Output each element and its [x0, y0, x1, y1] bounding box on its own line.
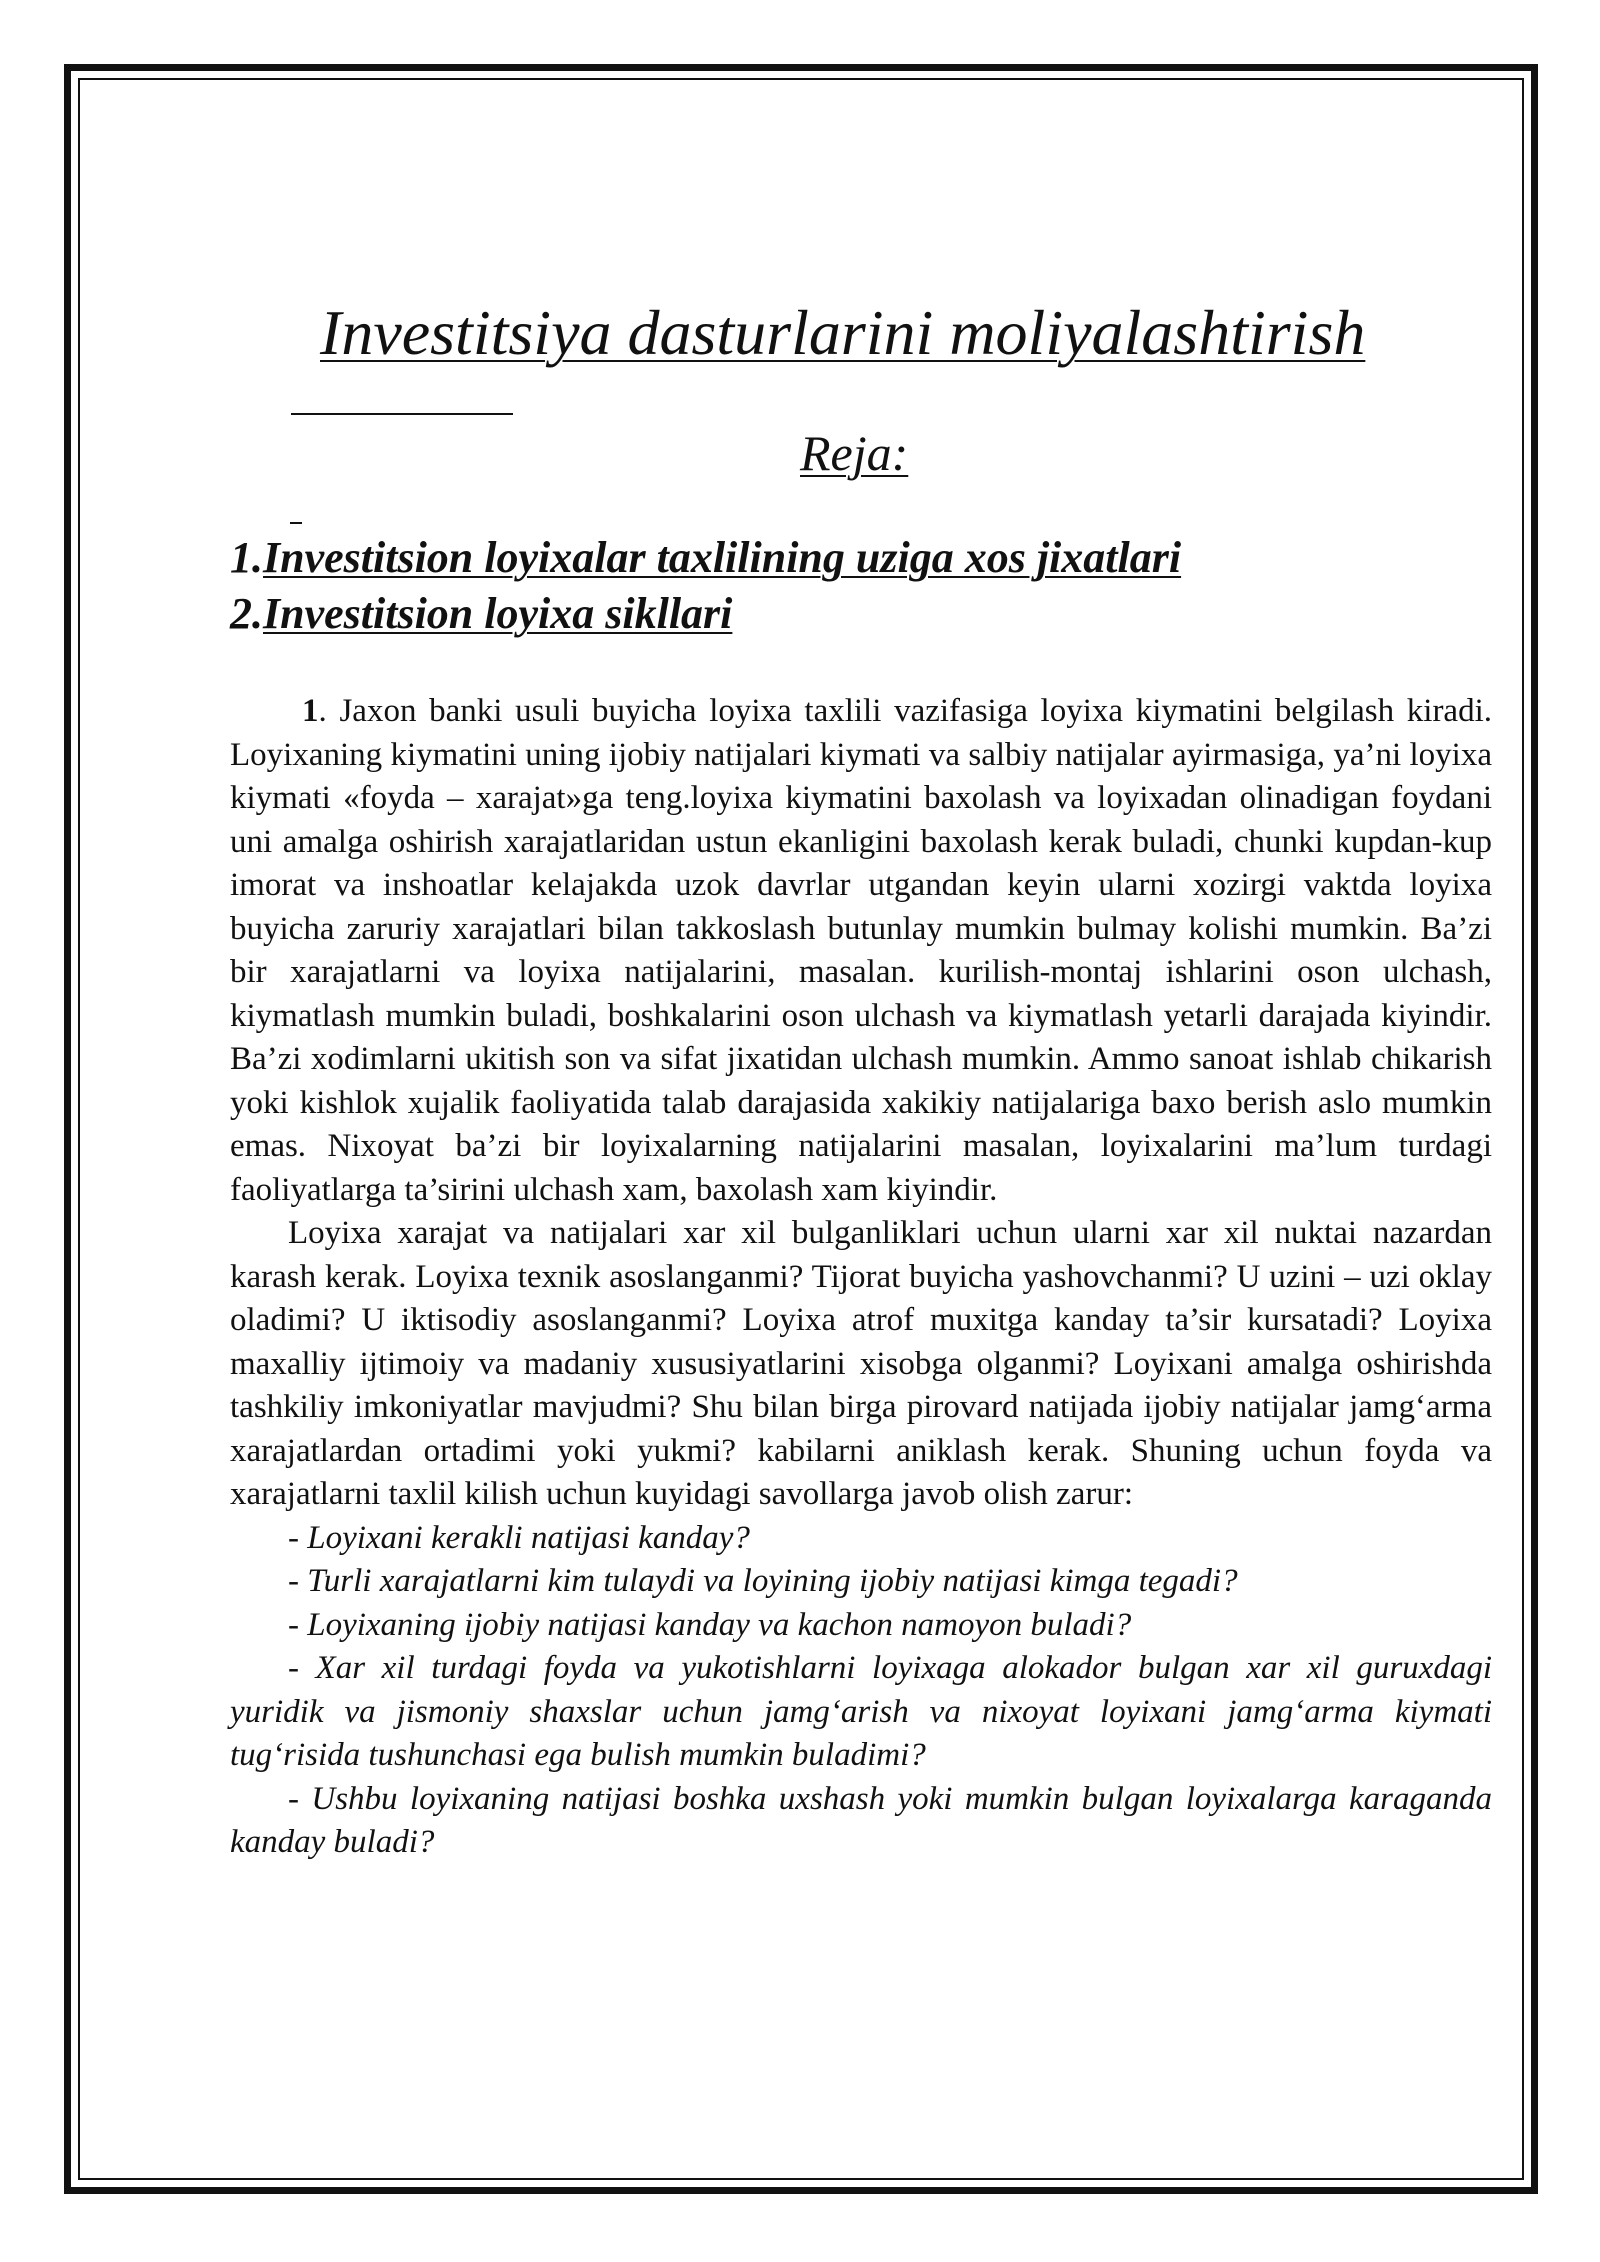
document-title: Investitsiya dasturlarini moliyalashtirish — [320, 297, 1366, 368]
paragraph-number: 1 — [302, 693, 319, 729]
title-rule — [291, 413, 513, 415]
question-item: - Xar xil turdagi foyda va yukotishlarni loyixaga alokador bulgan xar xil guruxdagi yuridik va jismoniy shaxslar uchun jamg‘arish va nixoyat loyixani jamg‘arma kiymati tug‘risida tushunchasi ega bulish mumkin buladimi? — [230, 1650, 1492, 1773]
plan-heading: Reja: — [800, 425, 909, 481]
question-item: - Loyixaning ijobiy natijasi kanday va kachon namoyon buladi? — [288, 1606, 1132, 1643]
plan-item-number: 2. — [230, 589, 263, 638]
plan-item — [230, 530, 1181, 586]
paragraph-2: Loyixa xarajat va natijalari xar xil bulganliklari uchun ularni xar xil nuktai nazardan karash kerak. Loyixa texnik asoslanganmi? Tijorat buyicha yashovchanmi? U uzini – uzi oklay oladimi? U iktisodiy asoslanganmi? Loyixa atrof muxitga kanday ta’sir kursatadi? Loyixa maxalliy ijtimoiy va madaniy xususiyatlarini xisobga olganmi? Loyixani amalga oshirishda tashkiliy imkoniyatlar mavjudmi? Shu bilan birga pirovard natijada ijobiy natijalar jamg‘arma xarajatlardan ortadimi yoki yukmi? kabilarni aniklash kerak. Shuning uchun foyda va xarajatlarni taxlil kilish uchun kuyidagi savollarga javob olish zarur: — [230, 1215, 1492, 1512]
plan-item-number: 1. — [230, 533, 263, 582]
paragraph-1-text: . Jaxon banki usuli buyicha loyixa taxlili vazifasiga loyixa kiymatini belgilash kiradi. Loyixaning kiymatini uning ijobiy natijalari kiymati va salbiy natijalar ayirmasiga, ya’ni loyixa kiymati «foyda – xarajat»ga teng.loyixa kiymatini baxolash va loyixadan olinadigan foydani uni amalga oshirish xarajatlaridan ustun ekanligini baxolash kerak buladi, chunki kupdan-kup imorat va inshoatlar kelajakda uzok davrlar utgandan keyin ularni xozirgi vaktda loyixa buyicha zaruriy xarajatlari bilan takkoslash butunlay mumkin bulmay kolishi mumkin. Ba’zi bir xarajatlarni va loyixa natijalarini, masalan. kurilish-montaj ishlarini oson ulchash, kiymatlash mumkin buladi, boshkalarini oson ulchash va kiymatlash yetarli darajada kiyindir. Ba’zi xodimlarni ukitish son va sifat jixatidan ulchash mumkin. Ammo sanoat ishlab chikarish yoki kishlok xujalik faoliyatida talab darajasida xakikiy natijalariga baxo berish aslo mumkin emas. Nixoyat ba’zi bir loyixalarning natijalarini masalan, loyixalarini ma’lum turdagi faoliyatlarga ta’sirini ulchash xam, baxolash xam kiyindir. — [230, 693, 1492, 1208]
question-item: - Ushbu loyixaning natijasi boshka uxshash yoki mumkin bulgan loyixalarga karaganda kanday buladi? — [230, 1780, 1492, 1860]
plan-list — [230, 530, 1181, 642]
plan-item-text: Investitsion loyixa sikllari — [263, 589, 733, 638]
question-list — [230, 1517, 1492, 1865]
paragraph-1 — [230, 690, 1492, 1212]
question-item: - Turli xarajatlarni kim tulaydi va loyining ijobiy natijasi kimga tegadi? — [288, 1563, 1238, 1599]
question-item: - Loyixani kerakli natijasi kanday? — [288, 1519, 750, 1556]
plan-item-text: Investitsion loyixalar taxlilining uziga xos jixatlari — [263, 533, 1182, 582]
plan-item — [230, 586, 1181, 642]
body-text — [230, 690, 1492, 1865]
dash-mark — [290, 522, 302, 524]
